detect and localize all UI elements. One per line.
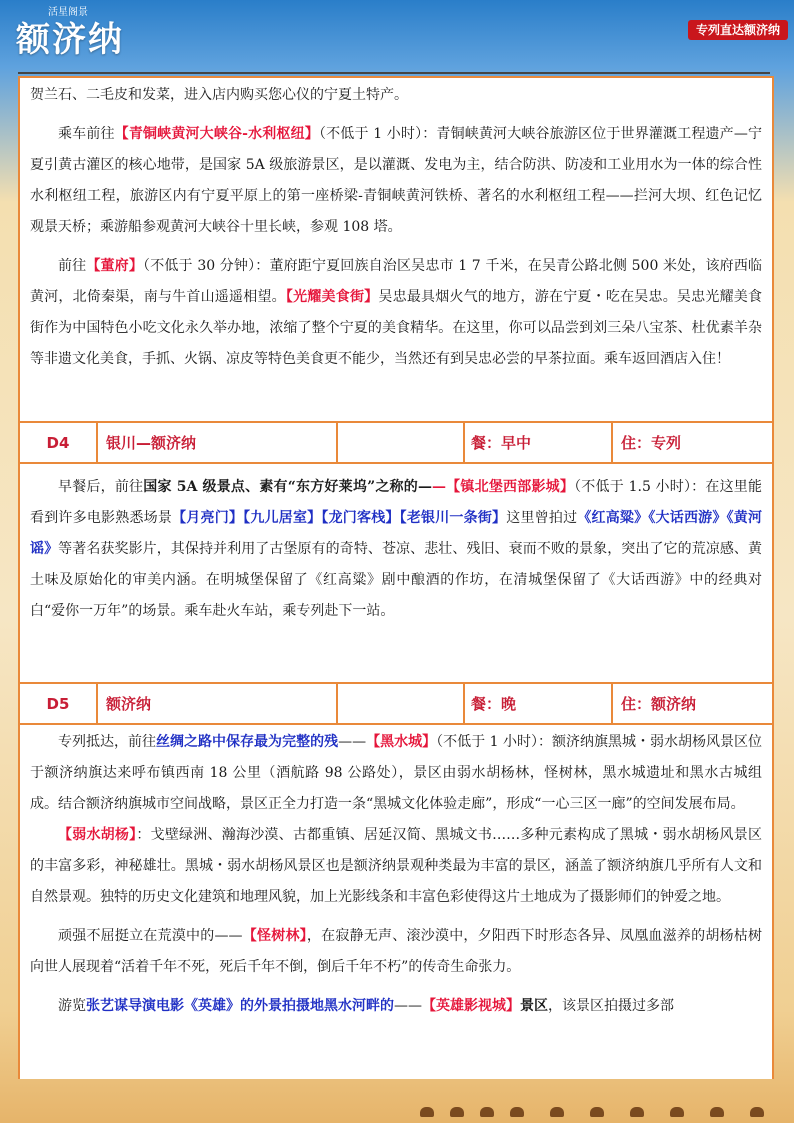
text-span: 吴忠最具烟火气的地方，游在宁夏・吃在吴忠。吴忠光耀美食街作为中国特色小吃文化永久举办地，浓缩了整个宁夏的美食精华。在这里，你可以品尝到刘三朵八宝茶、杜优素羊杂等非遗文化美食，手抓、火锅、凉皮等特色美食更不能少，当然还有到吴忠必尝的早茶拉面。乘车返回酒店入住！ bbox=[30, 289, 763, 367]
camel-icon bbox=[590, 1107, 604, 1117]
logo-tagline: 活星阁景 bbox=[48, 7, 88, 18]
camel-icon bbox=[450, 1107, 464, 1117]
text-span: 游览 bbox=[58, 998, 86, 1014]
paragraph bbox=[30, 472, 762, 627]
header-tag: 专列直达额济纳 bbox=[688, 20, 788, 40]
text-span: 贺兰石、二毛皮和发菜，进入店内购买您心仪的宁夏土特产。 bbox=[30, 87, 408, 103]
highlight-red: 【黑水城】 bbox=[366, 734, 437, 750]
day4-header-row bbox=[18, 423, 774, 464]
highlight-blue: 张艺谋导演电影《英雄》的外景拍摄地黑水河畔的 bbox=[86, 998, 394, 1014]
highlight-red: 【弱水胡杨】 bbox=[58, 827, 137, 843]
text-span: ，该景区拍摄过多部 bbox=[548, 998, 674, 1014]
day-meals: 餐：早中 bbox=[465, 423, 613, 462]
text-span: （不低于 30 分钟）：董府距宁夏回族自治区吴忠市 1 7 千米，在吴青公路北侧 500 米处，该府西临黄河，北倚秦渠，南与牛首山遥遥相望。 bbox=[30, 258, 763, 305]
highlight-red: 【青铜峡黄河大峡谷-水利枢纽】 bbox=[114, 126, 319, 142]
paragraph bbox=[30, 921, 762, 983]
paragraph bbox=[30, 80, 762, 111]
highlight-red: 【怪树林】 bbox=[242, 928, 307, 944]
camel-icon bbox=[550, 1107, 564, 1117]
highlight-red: 【英雄影视城】 bbox=[422, 998, 520, 1014]
page-header bbox=[0, 0, 794, 60]
camel-icon bbox=[420, 1107, 434, 1117]
paragraph bbox=[30, 119, 762, 243]
text-span: 顽强不屈挺立在荒漠中的—— bbox=[58, 928, 243, 944]
day-stay: 住：专列 bbox=[621, 434, 682, 452]
text-span: 前往 bbox=[58, 258, 87, 274]
text-span: 乘车前往 bbox=[58, 126, 115, 142]
paragraph bbox=[30, 251, 762, 375]
top-divider bbox=[18, 72, 770, 74]
highlight-bold: 景区 bbox=[520, 998, 548, 1014]
day-stay: 住：额济纳 bbox=[621, 695, 697, 713]
text-span: 等著名获奖影片，其保持并利用了古堡原有的奇特、苍凉、悲壮、残旧、衰而不败的景象，突出了它的荒凉感、黄土味及原始化的审美内涵。在明城堡保留了《红高粱》剧中酿酒的作坊，在清城堡保留了《大话西游》中的经典对白“爱你一万年”的场景。乘车赴火车站，乘专列赴下一站。 bbox=[30, 541, 763, 619]
highlight-red: 【董府】 bbox=[86, 258, 144, 274]
day4-block bbox=[18, 464, 774, 684]
text-span: 专列抵达，前往 bbox=[58, 734, 157, 750]
text-span: ，在寂静无声、滚沙漠中，夕阳西下时形态各异、凤凰血滋养的胡杨枯树向世人展现着“活着千年不死，死后千年不倒，倒后千年不朽”的传奇生命张力。 bbox=[30, 928, 763, 975]
day3-text bbox=[20, 80, 772, 375]
text-span: （不低于 1 小时）：额济纳旗黑城・弱水胡杨风景区位于额济纳旗达来呼布镇西南 18 公里（酒航路 98 公路处），景区由弱水胡杨林，怪树林，黑水城遗址和黑水古城组成。结合额济纳旗城市空间战略，景区正全力打造一条“黑城文化体验走廊”，形成“一心三区一廊”的空间发展布局。 bbox=[30, 734, 763, 812]
camel-icon bbox=[630, 1107, 644, 1117]
highlight-blue: 丝绸之路中保存最为完整的残 bbox=[156, 734, 339, 750]
text-span: 早餐后，前往 bbox=[58, 479, 144, 495]
day-number: D5 bbox=[20, 684, 98, 723]
text-span: —— bbox=[394, 998, 422, 1014]
camel-icon bbox=[750, 1107, 764, 1117]
day5-text bbox=[20, 727, 772, 1022]
day-meals: 餐：晚 bbox=[465, 684, 613, 723]
camel-caravan-decoration bbox=[400, 1090, 794, 1123]
camel-icon bbox=[480, 1107, 494, 1117]
day5-header-row bbox=[18, 684, 774, 725]
empty-cell bbox=[338, 684, 465, 723]
paragraph bbox=[30, 727, 762, 820]
camel-icon bbox=[670, 1107, 684, 1117]
highlight-bold: 国家 5A 级景点、素有“东方好莱坞”之称的— bbox=[143, 479, 432, 495]
highlight-blue: 【月亮门】【九儿居室】【龙门客栈】【老银川一条街】 bbox=[172, 510, 507, 526]
text-span: ：戈壁绿洲、瀚海沙漠、古都重镇、居延汉简、黑城文书……多种元素构成了黑城・弱水胡杨风景区的丰富多彩，神秘雄壮。黑城・弱水胡杨风景区也是额济纳景观种类最为丰富的景区，涵盖了额济纳旗几乎所有人文和自然景观。独特的历史文化建筑和地理风貌，加上光影线条和丰富色彩使得这片土地成为了摄影师们的钟爱之地。 bbox=[30, 827, 762, 905]
camel-icon bbox=[710, 1107, 724, 1117]
empty-cell bbox=[338, 423, 465, 462]
day-route: 银川—额济纳 bbox=[98, 423, 338, 462]
day5-block bbox=[18, 725, 774, 1079]
day3-continued-block bbox=[18, 76, 774, 423]
itinerary-frame bbox=[18, 76, 774, 1079]
text-span: —— bbox=[338, 734, 367, 750]
day-route: 额济纳 bbox=[98, 684, 338, 723]
paragraph bbox=[30, 820, 762, 913]
day-number: D4 bbox=[20, 423, 98, 462]
text-span: （不低于 1 小时）：青铜峡黄河大峡谷旅游区位于世界灌溉工程遗产—宁夏引黄古灌区的核心地带，是国家 5A 级旅游景区，是以灌溉、发电为主，结合防洪、防凌和工业用水为一体的综合性水利枢纽工程，旅游区内有宁夏平原上的第一座桥梁-青铜峡黄河铁桥、著名的水利枢纽工程——拦河大坝、红色记忆观景天桥；乘游船参观黄河大峡谷十里长峡，参观 108 塔。 bbox=[30, 126, 763, 235]
highlight-red: —【镇北堡西部影城】 bbox=[431, 479, 575, 495]
highlight-red: 【光耀美食街】 bbox=[285, 289, 379, 305]
highlight-blue: 《红高粱》《大话西游》《黄河谣》 bbox=[30, 510, 763, 557]
logo-title: 额济纳 bbox=[16, 20, 124, 60]
text-span: （不低于 1.5 小时）：在这里能看到许多电影熟悉场景 bbox=[30, 479, 763, 526]
camel-icon bbox=[510, 1107, 524, 1117]
text-span: 这里曾拍过 bbox=[506, 510, 578, 526]
day4-text bbox=[20, 472, 772, 627]
paragraph bbox=[30, 991, 762, 1022]
